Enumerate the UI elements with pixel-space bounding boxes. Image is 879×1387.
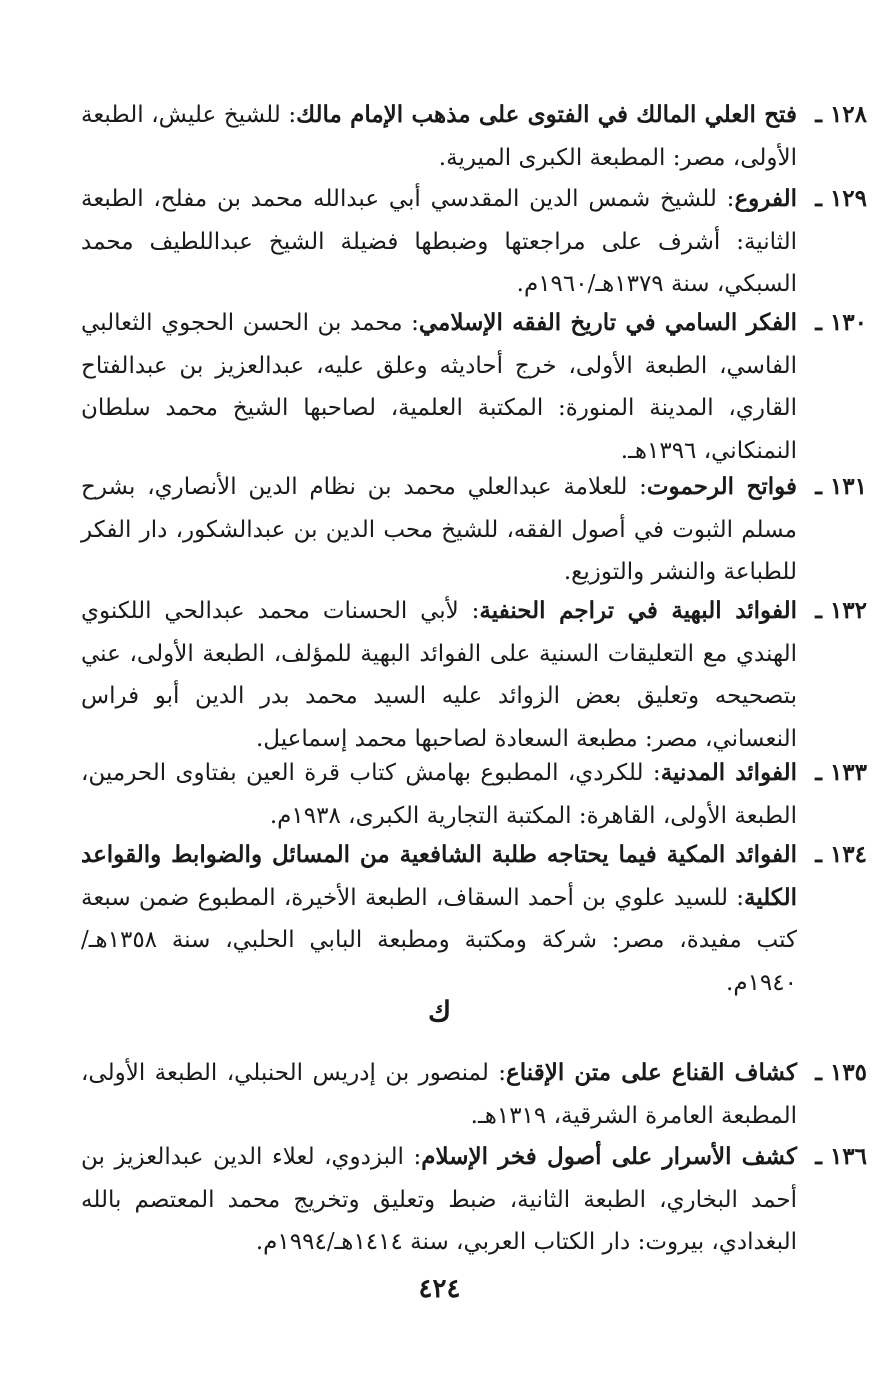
entry-body [81,466,797,594]
entry-body [81,752,797,837]
entry-number: ١٣٥ ـ [815,1059,867,1086]
entry-body [81,1136,797,1264]
entry-text: : للسيد علوي بن أحمد السقاف، الطبعة الأخيرة، المطبوع ضمن سبعة كتب مفيدة، مصر: شركة ومكتبة ومطبعة البابي الحلبي، سنة ١٣٥٨هـ/١٩٤٠م. [81,884,797,996]
entry-title: الفوائد البهية في تراجم الحنفية [479,597,797,624]
entry-text: : محمد بن الحسن الحجوي الثعالبي الفاسي، الطبعة الأولى، خرج أحاديثه وعلق عليه، عبدالعزيز بن عبدالفتاح القاري، المدينة المنورة: المكتبة العلمية، لصاحبها الشيخ محمد سلطان النمنكاني، ١٣٩٦هـ. [81,310,797,464]
entry-number: ١٣٢ ـ [815,597,867,624]
entry-body [81,302,797,472]
bibliography-entry-130 [81,302,867,472]
section-letter-heading: ك [427,995,452,1028]
entry-text: : لأبي الحسنات محمد عبدالحي اللكنوي الهندي مع التعليقات السنية على الفوائد البهية للمؤلف، الطبعة الأولى، عني بتصحيحه وتعليق بعض الزوائد عليه السيد محمد بدر الدين أبو فراس النعساني، مصر: مطبعة السعادة لصاحبها محمد إسماعيل. [81,598,797,752]
entry-text: : البزدوي، لعلاء الدين عبدالعزيز بن أحمد البخاري، الطبعة الثانية، ضبط وتعليق وتخريج محمد المعتصم بالله البغدادي، بيروت: دار الكتاب العربي، سنة ١٤١٤هـ/١٩٩٤م. [81,1144,797,1255]
bibliography-entry-135 [81,1052,867,1137]
bibliography-entry-129 [81,178,867,306]
entry-body [81,94,797,179]
entry-body [81,590,797,760]
entry-title: كشاف القناع على متن الإقناع [506,1059,797,1086]
entry-title: الفوائد المدنية [660,759,797,786]
entry-title: الفكر السامي في تاريخ الفقه الإسلامي [418,309,798,336]
entry-number: ١٢٨ ـ [815,101,867,128]
entry-number: ١٣٠ ـ [815,309,867,336]
entry-number: ١٣٤ ـ [815,841,867,868]
entry-text: : للكردي، المطبوع بهامش كتاب قرة العين بفتاوى الحرمين، الطبعة الأولى، القاهرة: المكتبة التجارية الكبرى، ١٩٣٨م. [81,760,797,829]
bibliography-entry-128 [81,94,867,179]
entry-text: : للشيخ شمس الدين المقدسي أبي عبدالله محمد بن مفلح، الطبعة الثانية: أشرف على مراجعتها وضبطها فضيلة الشيخ عبداللطيف محمد السبكي، سنة ١٣٧٩هـ/١٩٦٠م. [81,186,797,297]
entry-title: فتح العلي المالك في الفتوى على مذهب الإمام مالك [296,101,797,128]
entry-body [81,178,797,306]
entry-title: فواتح الرحموت [646,473,797,500]
entry-title: الفروع [734,185,797,212]
entry-title: كشف الأسرار على أصول فخر الإسلام [421,1143,797,1170]
bibliography-entry-131 [81,466,867,594]
bibliography-entry-133 [81,752,867,837]
entry-text: : للشيخ عليش، الطبعة الأولى، مصر: المطبعة الكبرى الميرية. [81,102,797,171]
bibliography-entry-134 [81,834,867,1004]
entry-body [81,1052,797,1137]
entry-title: الفوائد المكية فيما يحتاجه طلبة الشافعية من المسائل والضوابط والقواعد الكلية [81,841,797,911]
bibliography-entry-132 [81,590,867,760]
page-number: ٤٢٤ [418,1274,461,1304]
bibliography-entry-136 [81,1136,867,1264]
entry-number: ١٣٦ ـ [815,1143,867,1170]
entry-number: ١٢٩ ـ [815,185,867,212]
entry-body [81,834,797,1004]
entry-text: : للعلامة عبدالعلي محمد بن نظام الدين الأنصاري، بشرح مسلم الثبوت في أصول الفقه، للشيخ محب الدين بن عبدالشكور، دار الفكر للطباعة والنشر والتوزيع. [81,474,797,585]
entry-number: ١٣١ ـ [815,473,867,500]
entry-number: ١٣٣ ـ [815,759,867,786]
entry-text: : لمنصور بن إدريس الحنبلي، الطبعة الأولى، المطبعة العامرة الشرقية، ١٣١٩هـ. [81,1060,797,1129]
